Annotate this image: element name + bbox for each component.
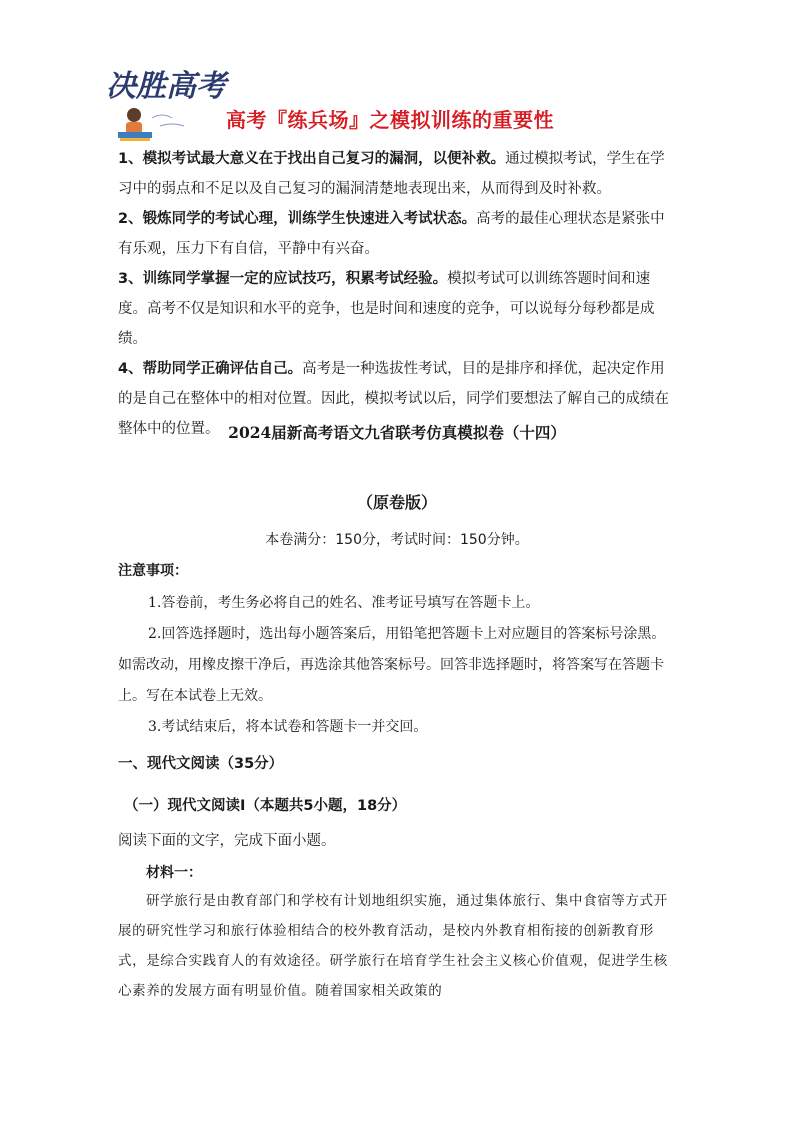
notes-list — [118, 588, 678, 743]
section-heading: 一、现代文阅读（35分） — [118, 756, 284, 772]
intro-paragraph: 1、模拟考试最大意义在于找出自己复习的漏洞，以便补救。通过模拟考试，学生在学习中的弱点和不足以及自己复习的漏洞清楚地表现出来，从而得到及时补救。 — [118, 151, 665, 197]
note-item: 1.答卷前，考生务必将自己的姓名、准考证号填写在答题卡上。 — [148, 595, 540, 611]
exam-title: 2024届新高考语文九省联考仿真模拟卷（十四） — [228, 423, 566, 442]
logo-text: 决胜高考 — [106, 69, 226, 104]
reading-instruction: 阅读下面的文字，完成下面小题。 — [118, 833, 336, 849]
exam-time-info: 本卷满分：150分，考试时间：150分钟。 — [265, 532, 529, 548]
subsection-heading: （一）现代文阅读Ⅰ（本题共5小题，18分） — [124, 798, 407, 814]
student-illustration-icon — [118, 108, 184, 141]
notes-heading: 注意事项： — [118, 563, 188, 579]
banner-title: 高考『练兵场』之模拟训练的重要性 — [226, 108, 554, 132]
intro-section — [118, 144, 678, 444]
intro-paragraph: 4、帮助同学正确评估自己。高考是一种选拔性考试，目的是排序和择优，起决定作用的是自己在整体中的相对位置。因此，模拟考试以后，同学们要想法了解自己的成绩在整体中的位置。 — [118, 361, 669, 437]
reading-passage — [118, 886, 678, 1006]
intro-paragraph: 2、锻炼同学的考试心理，训练学生快速进入考试状态。高考的最佳心理状态是紧张中有乐观，压力下有自信，平静中有兴奋。 — [118, 211, 665, 257]
exam-subtitle: （原卷版） — [356, 493, 437, 512]
logo — [104, 60, 244, 146]
note-item: 2.回答选择题时，选出每小题答案后，用铅笔把答题卡上对应题目的答案标号涂黑。如需改动，用橡皮擦干净后，再选涂其他答案标号。回答非选择题时，将答案写在答题卡上。写在本试卷上无效。 — [118, 626, 666, 704]
material-label: 材料一： — [146, 865, 202, 881]
note-item: 3.考试结束后，将本试卷和答题卡一并交回。 — [148, 719, 428, 735]
intro-paragraph: 3、训练同学掌握一定的应试技巧，积累考试经验。模拟考试可以训练答题时间和速度。高考不仅是知识和水平的竞争，也是时间和速度的竞争，可以说每分每秒都是成绩。 — [118, 271, 655, 347]
passage-paragraph: 研学旅行是由教育部门和学校有计划地组织实施，通过集体旅行、集中食宿等方式开展的研究性学习和旅行体验相结合的校外教育活动，是校内外教育相衔接的创新教育形式，是综合实践育人的有效途径。研学旅行在培育学生社会主义核心价值观，促进学生核心素养的发展方面有明显价值。随着国家相关政策的 — [118, 893, 668, 999]
